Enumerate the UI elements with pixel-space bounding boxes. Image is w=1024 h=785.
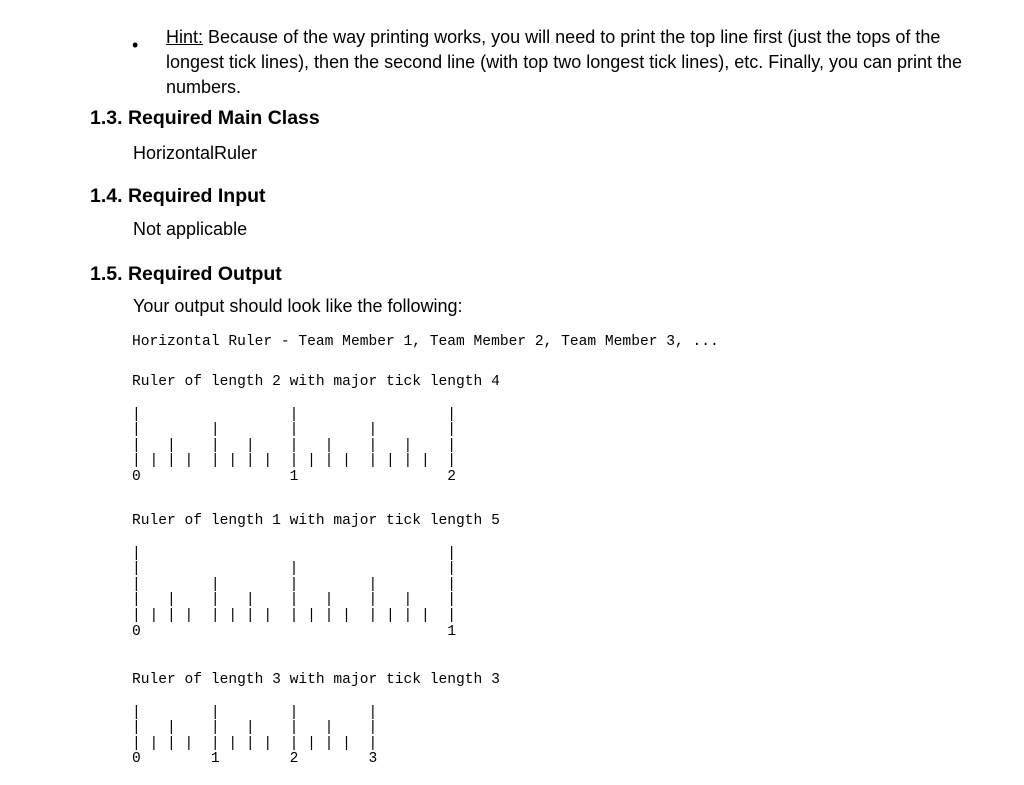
ruler-1-body [132,392,456,501]
ruler-line: | | | [132,561,457,578]
ruler-line: | | | | | [132,576,457,593]
ruler-2-caption: Ruler of length 1 with major tick length 5 [132,513,500,529]
ruler-line: | | [132,545,457,562]
bullet-icon: • [132,35,139,55]
section-heading-input: 1.4. Required Input [90,185,266,207]
ruler-line: | | | [132,406,457,423]
ruler-line: | | | | | | | | | | | | | [132,735,378,752]
ruler-labels: 0 1 [132,623,457,640]
main-class-value: HorizontalRuler [133,143,258,163]
hint-text: Because of the way printing works, you will need to print the top line first (just the tops of the longest tick lines), then the second line (with top two longest tick lines), etc. Finally, you can print the numbers. [166,27,963,97]
ruler-line: | | | | | | | | | | | | | | | | | [132,453,457,470]
ruler-line: | | | | | [132,422,457,439]
hint-paragraph [166,25,966,100]
ruler-line: | | | | [132,704,378,721]
hint-label: Hint: [166,27,204,47]
ruler-line: | | | | | | | [132,720,378,737]
ruler-line: | | | | | | | | | [132,437,457,454]
ruler-line: | | | | | | | | | [132,592,457,609]
section-heading-main-class: 1.3. Required Main Class [90,107,320,129]
ruler-1-caption: Ruler of length 2 with major tick length 4 [132,374,500,390]
section-heading-output: 1.5. Required Output [90,263,282,285]
ruler-labels: 0 1 2 [132,468,457,485]
ruler-2-body [132,531,456,656]
ruler-labels: 0 1 2 3 [132,751,378,768]
ruler-3-body [132,690,377,784]
ruler-line: | | | | | | | | | | | | | | | | | [132,607,457,624]
input-value: Not applicable [133,219,248,239]
output-intro: Your output should look like the following: [133,296,463,316]
output-header-line: Horizontal Ruler - Team Member 1, Team Member 2, Team Member 3, ... [132,334,719,350]
ruler-3-caption: Ruler of length 3 with major tick length 3 [132,672,500,688]
